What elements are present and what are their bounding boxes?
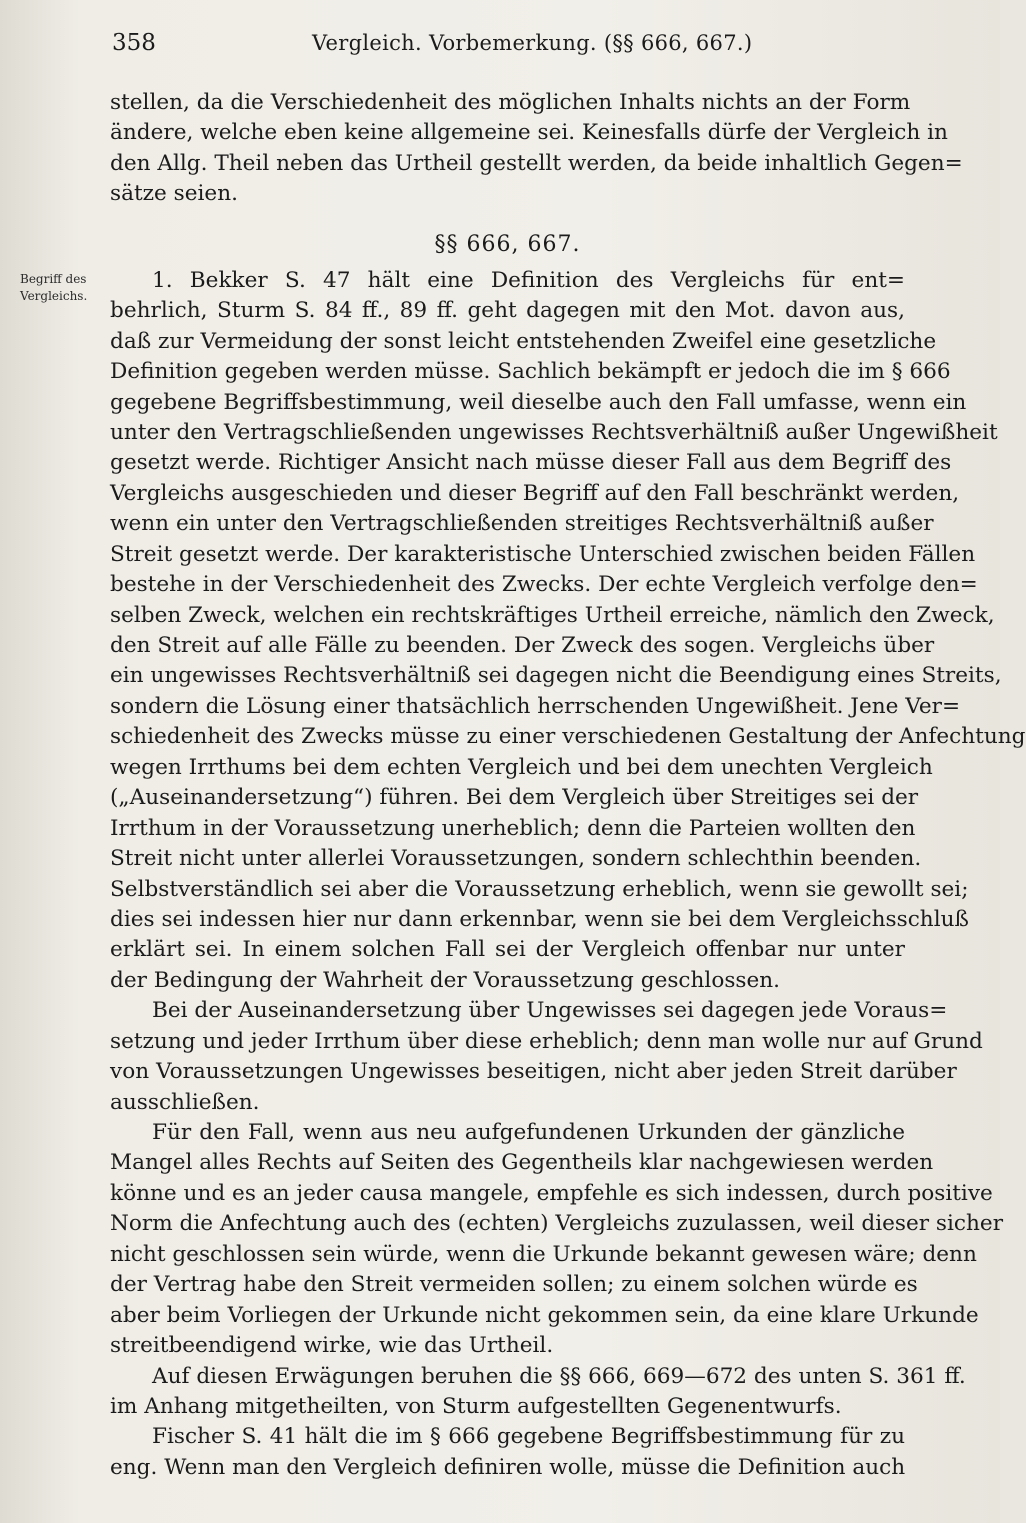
text-line: Selbstverständlich sei aber die Voraussetzung erheblich, wenn sie gewollt sei; xyxy=(110,876,969,902)
text-line: Vergleichs ausgeschieden und dieser Begriff auf den Fall beschränkt werden, xyxy=(110,480,960,506)
text-line: Definition gegeben werden müsse. Sachlich bekämpft er jedoch die im § 666 xyxy=(110,359,951,385)
text-line: selben Zweck, welchen ein rechtskräftiges Urtheil erreiche, nämlich den Zweck, xyxy=(110,602,995,628)
margin-note xyxy=(20,271,100,305)
text-line: streitbeendigend wirke, wie das Urtheil. xyxy=(110,1333,554,1359)
text-line: schiedenheit des Zwecks müsse zu einer verschiedenen Gestaltung der Anfechtung xyxy=(110,724,1026,750)
text-line: daß zur Vermeidung der sonst leicht entstehenden Zweifel eine gesetzliche xyxy=(110,328,937,354)
text-line: stellen, da die Verschiedenheit des möglichen Inhalts nichts an der Form xyxy=(110,90,911,115)
paragraph-1 xyxy=(110,266,1026,997)
margin-note-line: Begriff des xyxy=(20,272,87,286)
text-line: gesetzt werde. Richtiger Ansicht nach müsse dieser Fall aus dem Begriff des xyxy=(110,450,952,476)
text-line: sondern die Lösung einer thatsächlich herrschenden Ungewißheit. Jene Ver= xyxy=(110,693,961,719)
text-line: den Streit auf alle Fälle zu beenden. Der Zweck des sogen. Vergleichs über xyxy=(110,633,935,658)
text-line: ein ungewisses Rechtsverhältniß sei dagegen nicht die Beendigung eines Streits, xyxy=(110,663,1002,689)
text-line: erklärt sei. In einem solchen Fall sei der Vergleich offenbar nur unter xyxy=(110,937,905,963)
text-line: Mangel alles Rechts auf Seiten des Gegentheils klar nachgewiesen werden xyxy=(110,1150,934,1176)
text-line: wegen Irrthums bei dem echten Vergleich und bei dem unechten Vergleich xyxy=(110,754,933,780)
text-line: unter den Vertragschließenden ungewisses Rechtsverhältniß außer Ungewißheit xyxy=(110,419,998,445)
paragraph-2 xyxy=(110,996,983,1118)
running-title: Vergleich. Vorbemerkung. (§§ 666, 667.) xyxy=(312,31,753,55)
text-line: ändere, welche eben keine allgemeine sei. Keinesfalls dürfe der Vergleich in xyxy=(110,120,948,146)
text-line: Norm die Anfechtung auch des (echten) Vergleichs zuzulassen, weil dieser sicher xyxy=(110,1211,1004,1237)
text-line: Irrthum in der Voraussetzung unerheblich; denn die Parteien wollten den xyxy=(110,815,916,841)
text-line: sätze seien. xyxy=(110,181,238,207)
text-line: gegebene Begriffsbestimmung, weil dieselbe auch den Fall umfasse, wenn ein xyxy=(110,389,967,415)
text-line: aber beim Vorliegen der Urkunde nicht gekommen sein, da eine klare Urkunde xyxy=(110,1302,979,1328)
text-line: Bei der Auseinandersetzung über Ungewisses sei dagegen jede Voraus= xyxy=(152,998,948,1024)
text-line: bestehe in der Verschiedenheit des Zwecks. Der echte Vergleich verfolge den= xyxy=(110,572,978,598)
text-line: im Anhang mitgetheilten, von Sturm aufgestellten Gegenentwurfs. xyxy=(110,1393,842,1419)
section-heading: §§ 666, 667. xyxy=(434,231,581,257)
text-line: der Bedingung der Wahrheit der Voraussetzung geschlossen. xyxy=(110,967,781,993)
text-line: Für den Fall, wenn aus neu aufgefundenen Urkunden der gänzliche xyxy=(152,1120,905,1145)
text-line: der Vertrag habe den Streit vermeiden sollen; zu einem solchen würde es xyxy=(110,1272,918,1298)
text-line: könne und es an jeder causa mangele, empfehle es sich indessen, durch positive xyxy=(110,1180,993,1206)
text-line: eng. Wenn man den Vergleich definiren wolle, müsse die Definition auch xyxy=(110,1454,906,1480)
text-line: Streit nicht unter allerlei Voraussetzungen, sondern schlechthin beenden. xyxy=(110,846,922,872)
text-line: Fischer S. 41 hält die im § 666 gegebene Begriffsbestimmung für zu xyxy=(152,1424,905,1450)
text-line: nicht geschlossen sein würde, wenn die Urkunde bekannt gewesen wäre; denn xyxy=(110,1241,977,1267)
margin-note-line: Vergleichs. xyxy=(20,289,88,303)
page-number: 358 xyxy=(112,30,156,56)
text-line: von Voraussetzungen Ungewisses beseitigen, nicht aber jeden Streit darüber xyxy=(110,1059,957,1085)
intro-paragraph xyxy=(110,88,963,210)
paragraph-5 xyxy=(110,1422,905,1483)
text-line: behrlich, Sturm S. 84 ff., 89 ff. geht dagegen mit den Mot. davon aus, xyxy=(110,298,905,324)
running-head xyxy=(112,30,892,64)
text-line: dies sei indessen hier nur dann erkennbar, wenn sie bei dem Vergleichsschluß xyxy=(110,906,969,932)
text-line: Auf diesen Erwägungen beruhen die §§ 666, 669—672 des unten S. 361 ff. xyxy=(152,1363,966,1389)
text-line: Streit gesetzt werde. Der karakteristische Unterschied zwischen beiden Fällen xyxy=(110,541,976,567)
text-line: den Allg. Theil neben das Urtheil gestellt werden, da beide inhaltlich Gegen= xyxy=(110,150,963,176)
text-line: setzung und jeder Irrthum über diese erheblich; denn man wolle nur auf Grund xyxy=(110,1028,983,1054)
text-line: 1. Bekker S. 47 hält eine Definition des Vergleichs für ent= xyxy=(152,267,905,293)
paragraph-4 xyxy=(110,1362,966,1423)
paragraph-3 xyxy=(110,1118,1004,1362)
page-body xyxy=(110,88,1026,1483)
text-line: ausschließen. xyxy=(110,1089,260,1115)
text-line: („Auseinandersetzung“) führen. Bei dem Vergleich über Streitiges sei der xyxy=(110,785,919,811)
text-line: wenn ein unter den Vertragschließenden streitiges Rechtsverhältniß außer xyxy=(110,511,934,537)
